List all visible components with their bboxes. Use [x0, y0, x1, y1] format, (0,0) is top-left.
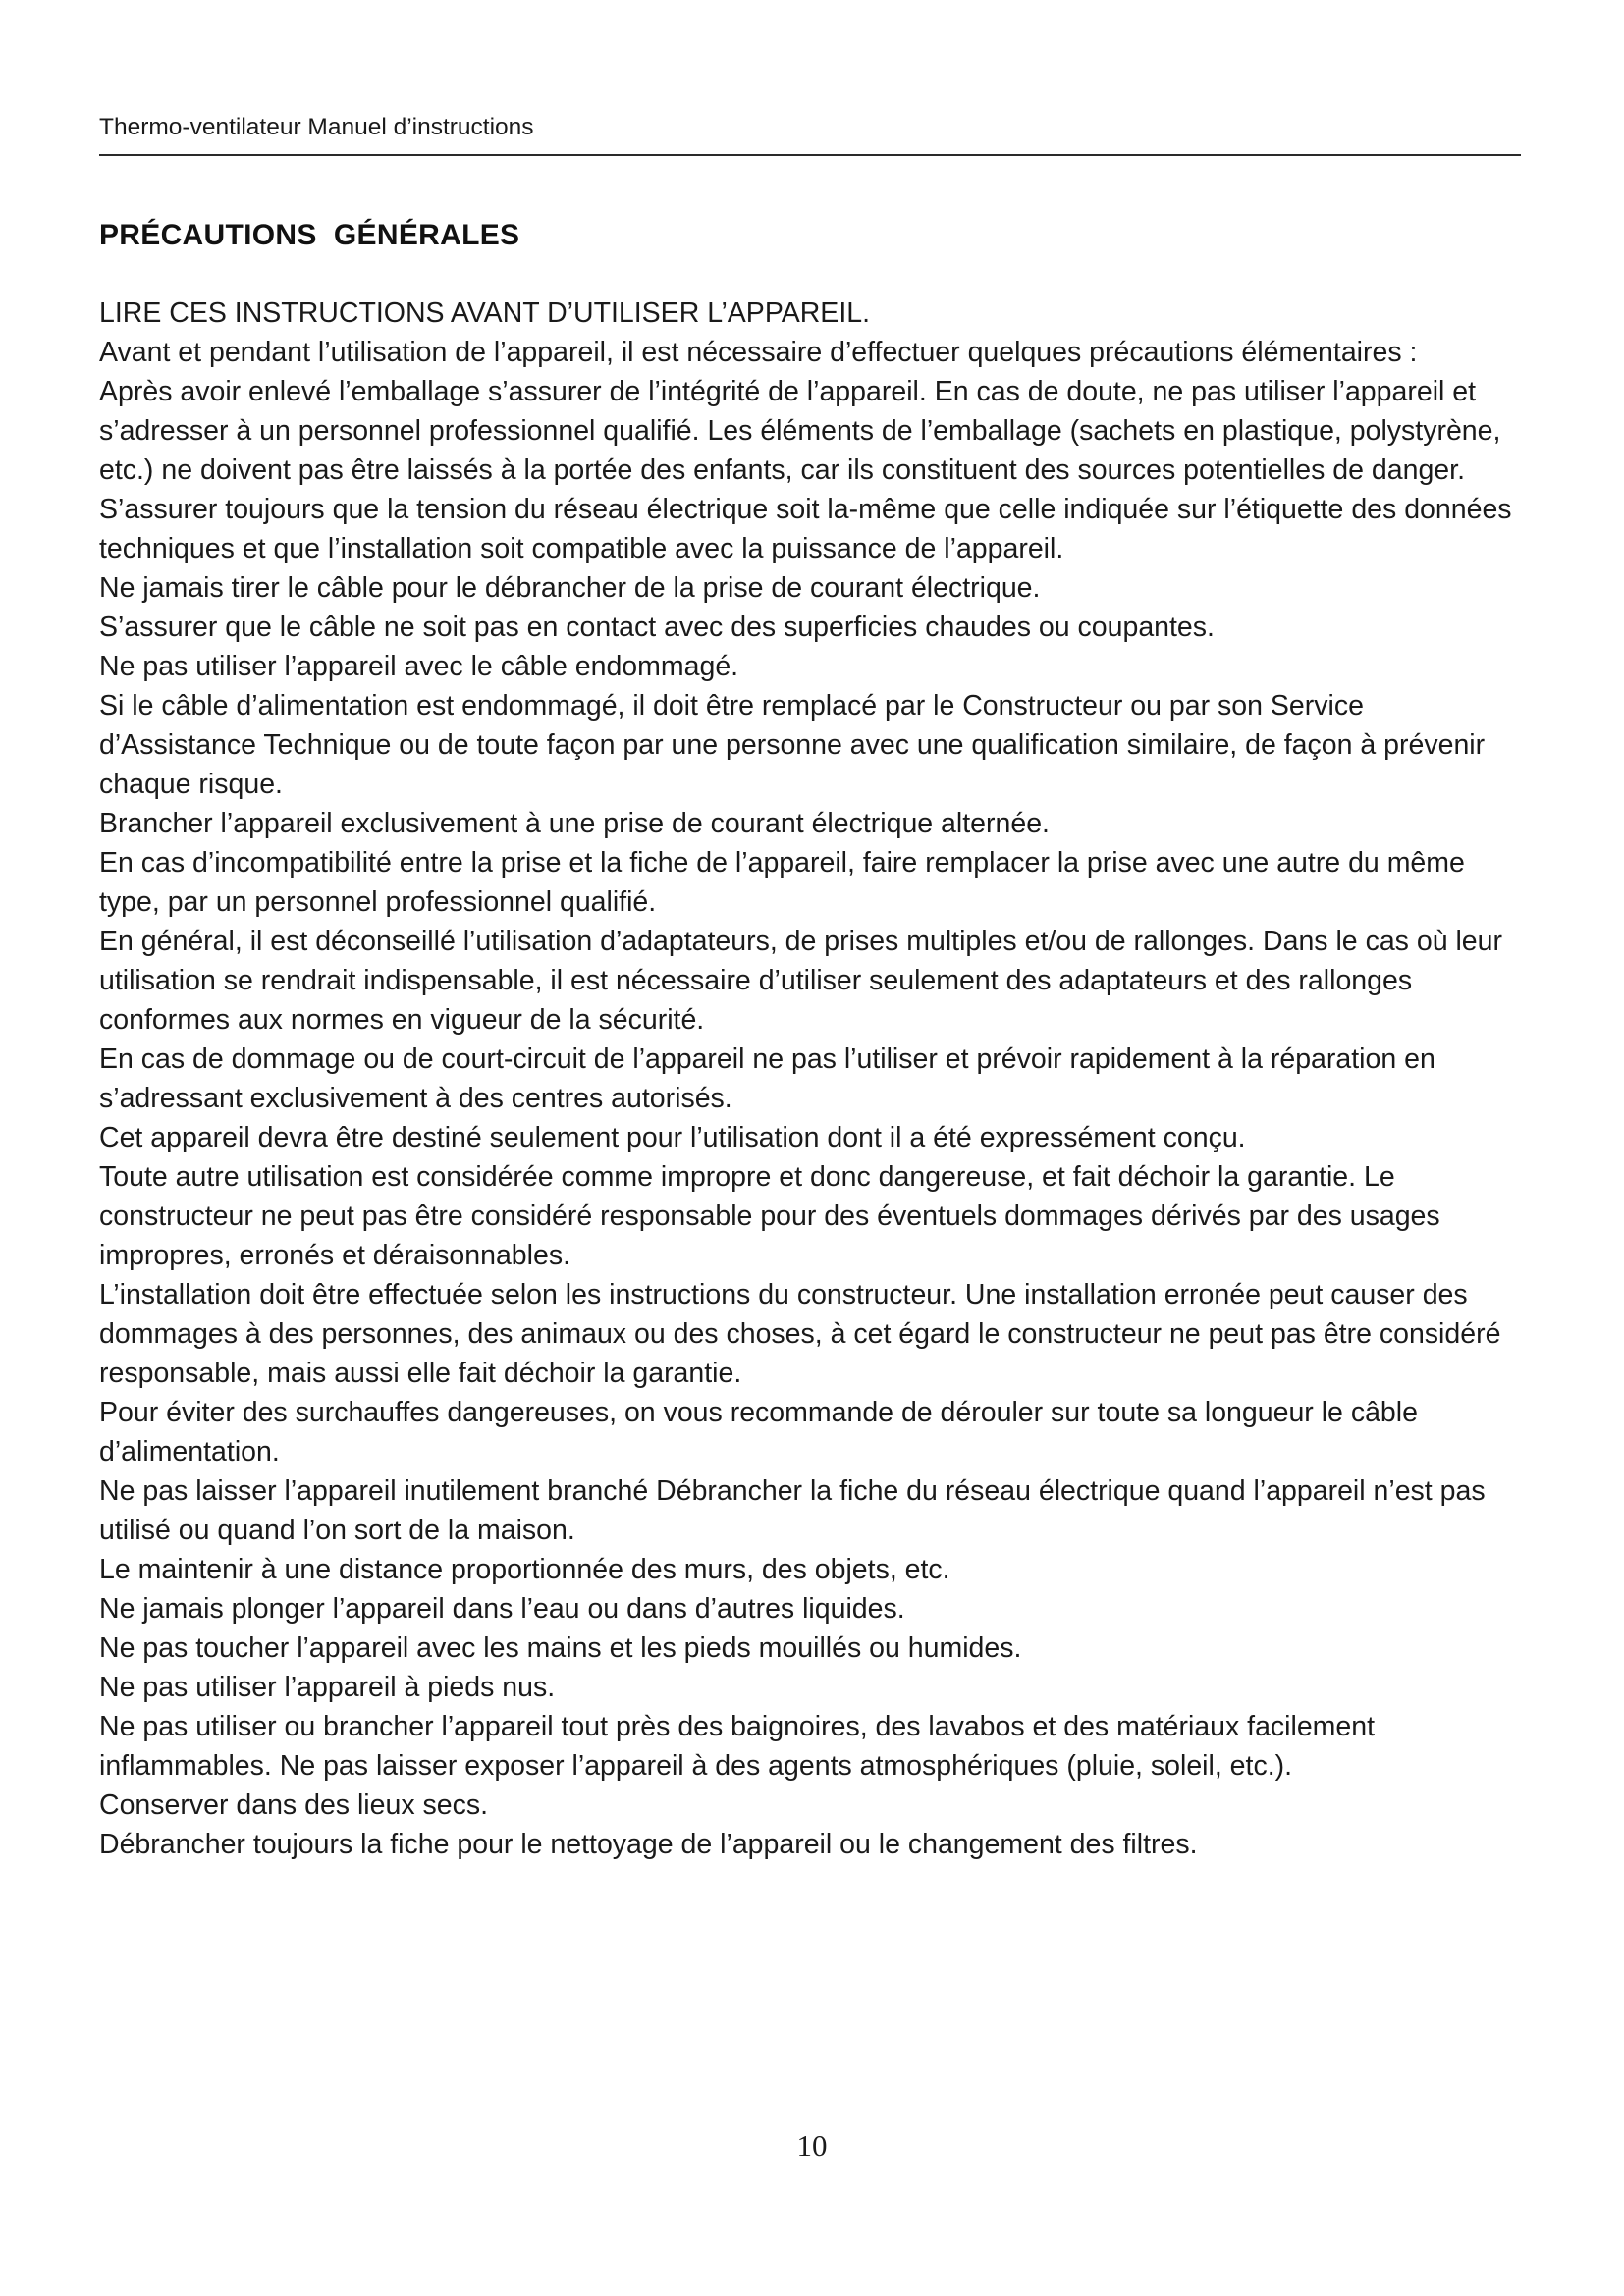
paragraph: Ne pas utiliser ou brancher l’appareil tout près des baignoires, des lavabos et des matériaux facilement inflammables. Ne pas laisser exposer l’appareil à des agents atmosphériques (pluie, soleil, etc.).: [99, 1711, 1376, 1782]
paragraph: Brancher l’appareil exclusivement à une prise de courant électrique alternée.: [99, 808, 1050, 839]
paragraph: Débrancher toujours la fiche pour le nettoyage de l’appareil ou le changement des filtres.: [99, 1829, 1198, 1860]
paragraph: En cas d’incompatibilité entre la prise et la fiche de l’appareil, faire remplacer la prise avec une autre du même type, par un personnel professionnel qualifié.: [99, 847, 1465, 918]
paragraph: S’assurer que le câble ne soit pas en contact avec des superficies chaudes ou coupantes.: [99, 612, 1215, 643]
section-title: PRÉCAUTIONS GÉNÉRALES: [99, 219, 520, 251]
paragraph: Conserver dans des lieux secs.: [99, 1789, 489, 1821]
paragraph: Cet appareil devra être destiné seulement pour l’utilisation dont il a été expressément conçu.: [99, 1122, 1246, 1153]
precautions-body: [99, 294, 1521, 1864]
paragraph: En général, il est déconseillé l’utilisation d’adaptateurs, de prises multiples et/ou de rallonges. Dans le cas où leur utilisation se rendrait indispensable, il est nécessaire d’utiliser seulement des adaptateurs et des rallonges conformes aux normes en vigueur de la sécurité.: [99, 926, 1502, 1036]
paragraph: L’installation doit être effectuée selon les instructions du constructeur. Une installation erronée peut causer des dommages à des personnes, des animaux ou des choses, à cet égard le constructeur ne peut pas être considéré responsable, mais aussi elle fait déchoir la garantie.: [99, 1279, 1501, 1389]
paragraph: Ne jamais plonger l’appareil dans l’eau ou dans d’autres liquides.: [99, 1593, 905, 1625]
paragraph: Ne pas utiliser l’appareil avec le câble endommagé.: [99, 651, 739, 682]
header-divider: [99, 154, 1521, 156]
paragraph: Ne pas toucher l’appareil avec les mains et les pieds mouillés ou humides.: [99, 1632, 1022, 1664]
instruction-heading: LIRE CES INSTRUCTIONS AVANT D’UTILISER L’APPAREIL.: [99, 297, 871, 329]
paragraph: Pour éviter des surchauffes dangereuses, on vous recommande de dérouler sur toute sa longueur le câble d’alimentation.: [99, 1397, 1418, 1468]
paragraph: Le maintenir à une distance proportionnée des murs, des objets, etc.: [99, 1554, 950, 1585]
paragraph: Si le câble d’alimentation est endommagé, il doit être remplacé par le Constructeur ou par son Service d’Assistance Technique ou de toute façon par une personne avec une qualification similaire, de façon à prévenir chaque risque.: [99, 690, 1486, 800]
paragraph: S’assurer toujours que la tension du réseau électrique soit la-même que celle indiquée sur l’étiquette des données techniques et que l’installation soit compatible avec la puissance de l’appareil.: [99, 494, 1512, 564]
paragraph: Ne pas laisser l’appareil inutilement branché Débrancher la fiche du réseau électrique quand l’appareil n’est pas utilisé ou quand l’on sort de la maison.: [99, 1475, 1486, 1546]
paragraph: Avant et pendant l’utilisation de l’appareil, il est nécessaire d’effectuer quelques précautions élémentaires :: [99, 337, 1418, 368]
paragraph: En cas de dommage ou de court-circuit de l’appareil ne pas l’utiliser et prévoir rapidement à la réparation en s’adressant exclusivement à des centres autorisés.: [99, 1043, 1435, 1114]
running-header: Thermo-ventilateur Manuel d’instructions: [99, 114, 534, 140]
paragraph: Toute autre utilisation est considérée comme impropre et donc dangereuse, et fait déchoir la garantie. Le constructeur ne peut pas être considéré responsable pour des éventuels dommages dérivés par des usages impropres, erronés et déraisonnables.: [99, 1161, 1440, 1271]
paragraph: Ne pas utiliser l’appareil à pieds nus.: [99, 1672, 556, 1703]
paragraph: Après avoir enlevé l’emballage s’assurer de l’intégrité de l’appareil. En cas de doute, ne pas utiliser l’appareil et s’adresser à un personnel professionnel qualifié. Les éléments de l’emballage (sachets en plastique, polystyrène, etc.) ne doivent pas être laissés à la portée des enfants, car ils constituent des sources potentielles de danger.: [99, 376, 1501, 486]
paragraph: Ne jamais tirer le câble pour le débrancher de la prise de courant électrique.: [99, 572, 1041, 604]
page-number: 10: [796, 2128, 828, 2163]
